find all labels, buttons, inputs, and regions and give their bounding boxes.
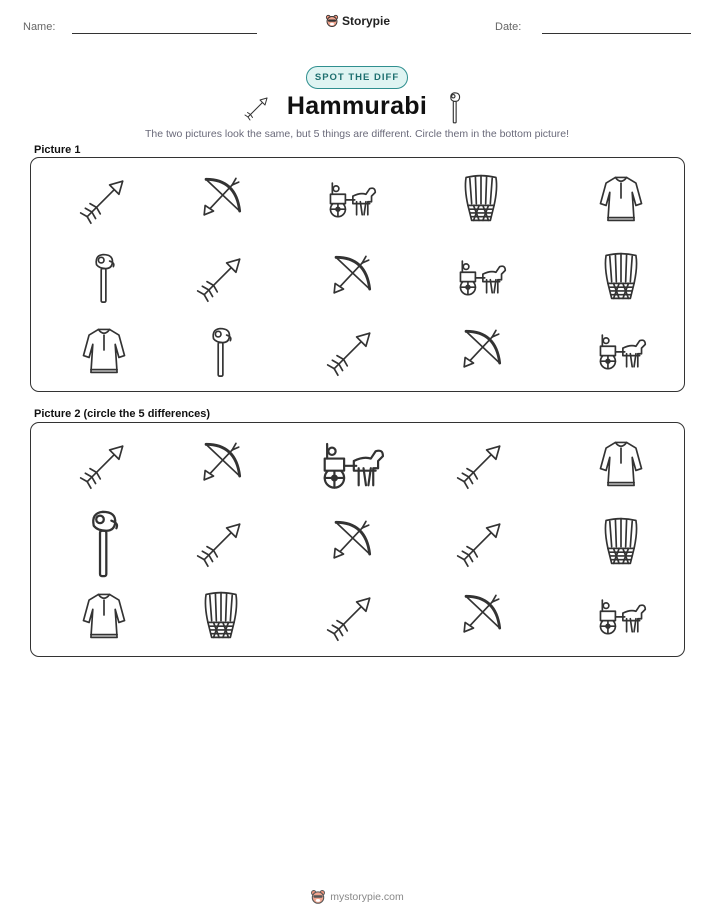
crown-icon[interactable] (593, 513, 649, 569)
instructions: The two pictures look the same, but 5 things are different. Circle them in the bottom picture! (144, 128, 570, 140)
arrow-icon[interactable] (453, 513, 509, 569)
name-label: Name: (23, 21, 56, 33)
arrow-icon[interactable] (323, 322, 379, 378)
picture2-label: Picture 2 (circle the 5 differences) (34, 408, 211, 420)
arrow-icon[interactable] (193, 248, 249, 304)
arrow-icon[interactable] (76, 170, 132, 226)
robe-icon[interactable] (593, 170, 649, 226)
chariot-icon[interactable] (323, 170, 379, 226)
chariot-icon[interactable] (315, 427, 388, 500)
arrow-icon[interactable] (193, 513, 249, 569)
date-label: Date: (495, 21, 522, 33)
bow-icon[interactable] (453, 322, 509, 378)
picture1-frame[interactable] (30, 157, 685, 392)
chariot-icon[interactable] (453, 248, 509, 304)
arrow-icon[interactable] (76, 435, 132, 491)
page-title: Hammurabi (286, 92, 428, 120)
picture2-frame[interactable] (30, 422, 685, 657)
title-staff-icon (445, 90, 465, 124)
robe-icon[interactable] (76, 322, 132, 378)
staff-icon[interactable] (193, 322, 249, 378)
staff-icon[interactable] (66, 503, 142, 579)
footer (0, 889, 714, 905)
brand-logo (325, 14, 390, 28)
bow-icon[interactable] (193, 435, 249, 491)
spot-the-diff-badge: SPOT THE DIFF (306, 66, 408, 89)
storypie-bear-icon (310, 889, 326, 905)
crown-icon[interactable] (453, 170, 509, 226)
date-line[interactable] (542, 33, 691, 34)
bow-icon[interactable] (323, 248, 379, 304)
chariot-icon[interactable] (593, 322, 649, 378)
robe-icon[interactable] (76, 587, 132, 643)
footer-url[interactable]: mystorypie.com (330, 891, 404, 903)
staff-icon[interactable] (76, 248, 132, 304)
picture1-label: Picture 1 (34, 144, 81, 156)
brand-name: Storypie (342, 14, 391, 28)
bow-icon[interactable] (453, 587, 509, 643)
crown-icon[interactable] (593, 248, 649, 304)
arrow-icon[interactable] (323, 587, 379, 643)
storypie-bear-icon (325, 14, 339, 28)
bow-icon[interactable] (193, 170, 249, 226)
name-line[interactable] (72, 33, 257, 34)
robe-icon[interactable] (593, 435, 649, 491)
arrow-icon[interactable] (453, 435, 509, 491)
chariot-icon[interactable] (593, 587, 649, 643)
bow-icon[interactable] (323, 513, 379, 569)
crown-icon[interactable] (193, 587, 249, 643)
